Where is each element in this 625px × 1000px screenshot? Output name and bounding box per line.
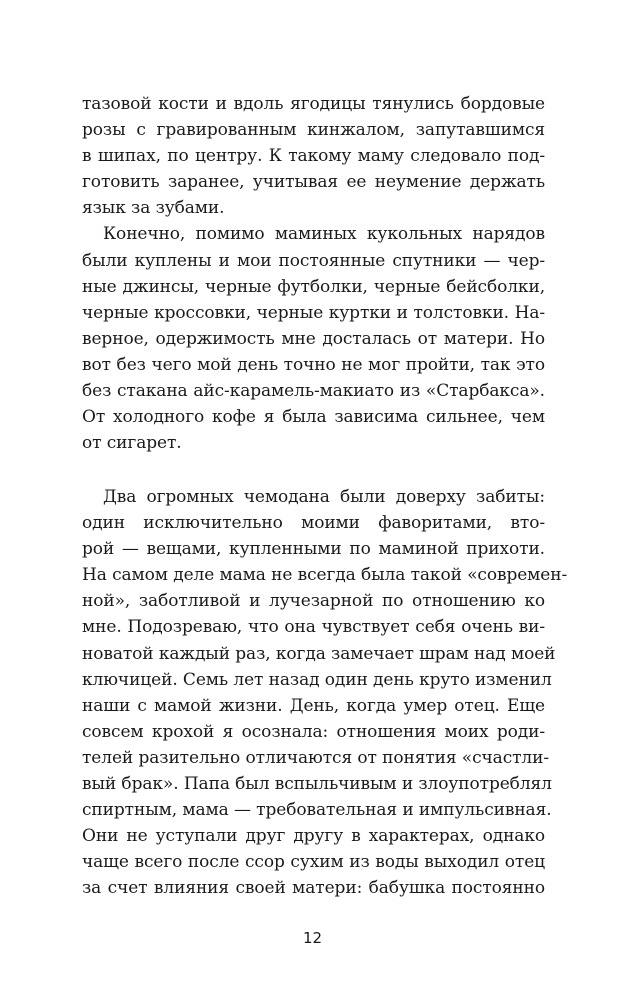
text-line: мне. Подозреваю, что она чувствует себя очень ви-: [82, 617, 545, 638]
text-line: черные кроссовки, черные куртки и толстовки. На-: [82, 302, 545, 323]
text-line: ключицей. Семь лет назад один день круто изменил: [82, 669, 552, 690]
text-line: вот без чего мой день точно не мог пройти, так это: [82, 354, 545, 375]
text-line: были куплены и мои постоянные спутники — чер-: [82, 250, 545, 271]
text-line: Конечно, помимо маминых кукольных нарядов: [103, 224, 545, 245]
page-number: 12: [302, 929, 323, 947]
text-line: На самом деле мама не всегда была такой «современ-: [82, 565, 568, 586]
text-line: без стакана айс-карамель-макиато из «Старбакса».: [82, 381, 545, 402]
text-line: Они не уступали друг другу в характерах, однако: [82, 826, 545, 847]
text-line: ной», заботливой и лучезарной по отношению ко: [82, 591, 545, 612]
text-line: совсем крохой я осознала: отношения моих роди-: [82, 721, 545, 742]
text-line: от сигарет.: [82, 433, 182, 454]
text-line: в шипах, по центру. К такому маму следовало под-: [82, 146, 545, 167]
text-line: чаще всего после ссор сухим из воды выходил отец: [82, 852, 545, 873]
text-line: спиртным, мама — требовательная и импульсивная.: [82, 800, 552, 821]
text-block-top: [82, 91, 545, 456]
text-line: язык за зубами.: [82, 198, 225, 219]
text-line: розы с гравированным кинжалом, запутавшимся: [82, 120, 545, 141]
text-line: От холодного кофе я была зависима сильнее, чем: [82, 407, 545, 428]
text-line: готовить заранее, учитывая ее неумение держать: [82, 172, 545, 193]
text-line: Два огромных чемодана были доверху забиты:: [103, 487, 545, 507]
text-block-bottom: [82, 484, 568, 902]
text-line: наши с мамой жизни. День, когда умер отец. Еще: [82, 695, 545, 716]
text-line: верное, одержимость мне досталась от матери. Но: [82, 328, 545, 349]
text-line: тазовой кости и вдоль ягодицы тянулись бордовые: [82, 94, 545, 114]
text-line: телей разительно отличаются от понятия «счастли-: [82, 747, 549, 768]
text-line: за счет влияния своей матери: бабушка постоянно: [82, 878, 545, 899]
text-line: ные джинсы, черные футболки, черные бейсболки,: [82, 276, 545, 297]
text-line: рой — вещами, купленными по маминой прихоти.: [82, 539, 545, 560]
text-line: новатой каждый раз, когда замечает шрам над моей: [82, 643, 556, 664]
text-line: вый брак». Папа был вспыльчивым и злоупотреблял: [82, 774, 552, 795]
text-line: один исключительно моими фаворитами, вто-: [82, 513, 545, 534]
